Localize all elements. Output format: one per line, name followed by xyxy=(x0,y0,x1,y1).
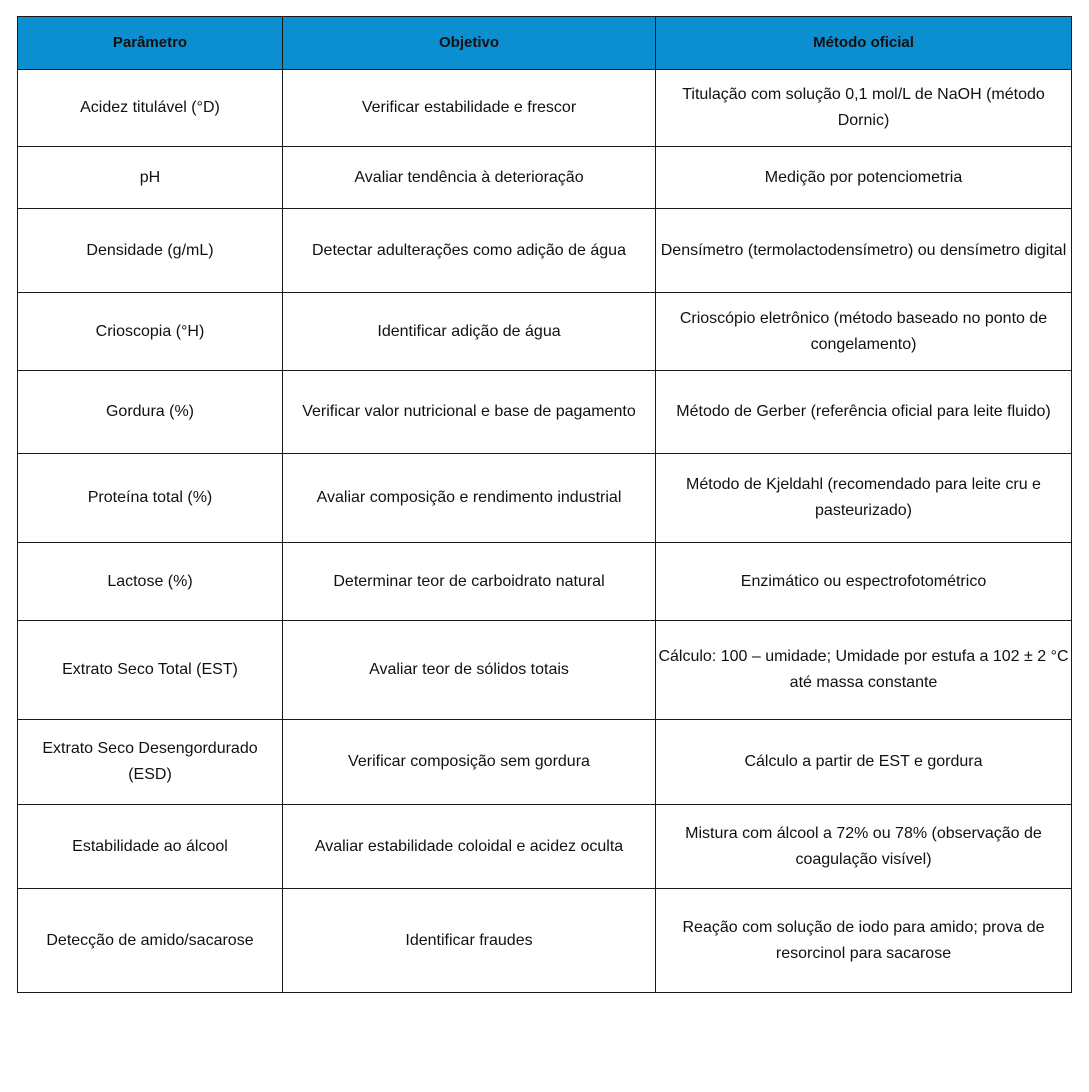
table-row xyxy=(18,454,1072,543)
cell-metodo: Titulação com solução 0,1 mol/L de NaOH (método Dornic) xyxy=(656,70,1072,147)
cell-parametro: Acidez titulável (°D) xyxy=(18,70,283,147)
cell-parametro: Proteína total (%) xyxy=(18,454,283,543)
table-row xyxy=(18,371,1072,454)
cell-metodo: Reação com solução de iodo para amido; prova de resorcinol para sacarose xyxy=(656,889,1072,993)
cell-parametro: Lactose (%) xyxy=(18,543,283,621)
header-objetivo: Objetivo xyxy=(283,17,656,70)
cell-parametro: Densidade (g/mL) xyxy=(18,209,283,293)
table-row xyxy=(18,70,1072,147)
table-body xyxy=(18,70,1072,993)
cell-objetivo: Avaliar teor de sólidos totais xyxy=(283,621,656,720)
table-row xyxy=(18,720,1072,805)
header-parametro: Parâmetro xyxy=(18,17,283,70)
cell-parametro: Extrato Seco Total (EST) xyxy=(18,621,283,720)
table-row xyxy=(18,805,1072,889)
table-row xyxy=(18,543,1072,621)
cell-parametro: pH xyxy=(18,147,283,209)
table-row xyxy=(18,621,1072,720)
cell-metodo: Mistura com álcool a 72% ou 78% (observação de coagulação visível) xyxy=(656,805,1072,889)
cell-objetivo: Verificar valor nutricional e base de pagamento xyxy=(283,371,656,454)
cell-parametro: Detecção de amido/sacarose xyxy=(18,889,283,993)
cell-metodo: Enzimático ou espectrofotométrico xyxy=(656,543,1072,621)
cell-objetivo: Detectar adulterações como adição de água xyxy=(283,209,656,293)
cell-parametro: Extrato Seco Desengordurado (ESD) xyxy=(18,720,283,805)
cell-objetivo: Avaliar tendência à deterioração xyxy=(283,147,656,209)
cell-objetivo: Verificar estabilidade e frescor xyxy=(283,70,656,147)
cell-objetivo: Identificar fraudes xyxy=(283,889,656,993)
cell-metodo: Método de Kjeldahl (recomendado para leite cru e pasteurizado) xyxy=(656,454,1072,543)
cell-parametro: Gordura (%) xyxy=(18,371,283,454)
cell-metodo: Método de Gerber (referência oficial para leite fluido) xyxy=(656,371,1072,454)
cell-metodo: Cálculo a partir de EST e gordura xyxy=(656,720,1072,805)
cell-parametro: Estabilidade ao álcool xyxy=(18,805,283,889)
table-row xyxy=(18,293,1072,371)
table-row xyxy=(18,889,1072,993)
cell-metodo: Crioscópio eletrônico (método baseado no ponto de congelamento) xyxy=(656,293,1072,371)
header-row xyxy=(18,17,1072,70)
header-metodo: Método oficial xyxy=(656,17,1072,70)
cell-objetivo: Determinar teor de carboidrato natural xyxy=(283,543,656,621)
table-row xyxy=(18,147,1072,209)
cell-objetivo: Identificar adição de água xyxy=(283,293,656,371)
table-row xyxy=(18,209,1072,293)
cell-metodo: Medição por potenciometria xyxy=(656,147,1072,209)
table-header xyxy=(18,17,1072,70)
cell-parametro: Crioscopia (°H) xyxy=(18,293,283,371)
cell-objetivo: Avaliar estabilidade coloidal e acidez oculta xyxy=(283,805,656,889)
milk-analysis-table xyxy=(17,16,1072,993)
cell-metodo: Densímetro (termolactodensímetro) ou densímetro digital xyxy=(656,209,1072,293)
cell-objetivo: Verificar composição sem gordura xyxy=(283,720,656,805)
cell-metodo: Cálculo: 100 – umidade; Umidade por estufa a 102 ± 2 °C até massa constante xyxy=(656,621,1072,720)
cell-objetivo: Avaliar composição e rendimento industrial xyxy=(283,454,656,543)
